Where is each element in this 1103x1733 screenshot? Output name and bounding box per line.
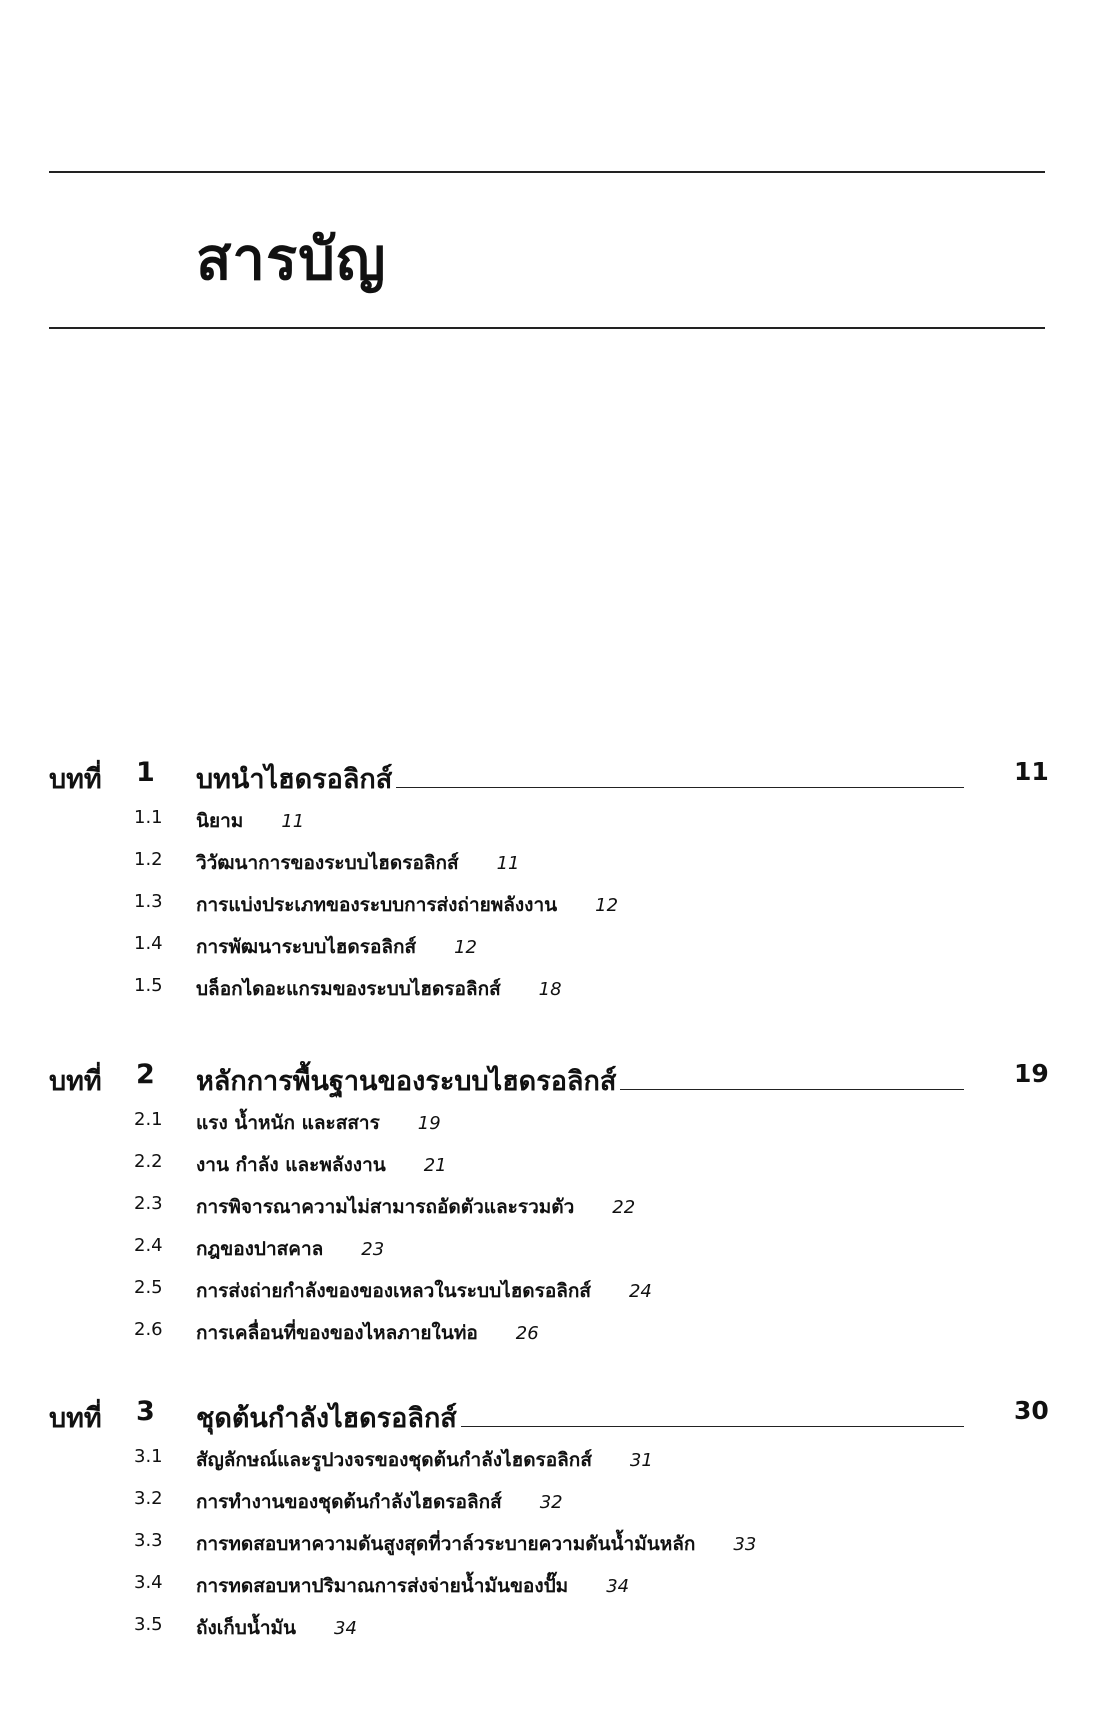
- section-number: 2.3: [134, 1193, 163, 1214]
- section-number: 1.3: [134, 891, 163, 912]
- chapter-title: บทนำไฮดรอลิกส์: [196, 757, 964, 800]
- toc-section: [0, 1440, 1103, 1482]
- chapter-heading: [0, 753, 1103, 801]
- chapter-page: 30: [1014, 1396, 1049, 1425]
- section-number: 2.5: [134, 1277, 163, 1298]
- section-page: 11: [281, 811, 305, 832]
- section-title: สัญลักษณ์และรูปวงจรของชุดต้นกำลังไฮดรอลิกส์ 31: [196, 1449, 653, 1471]
- section-number: 2.1: [134, 1109, 163, 1130]
- toc-section: [0, 843, 1103, 885]
- section-page: 11: [496, 853, 520, 874]
- section-title: การแบ่งประเภทของระบบการส่งถ่ายพลังงาน 12: [196, 894, 619, 916]
- dot-leader: [620, 1089, 964, 1090]
- chapter-number: 3: [136, 1396, 155, 1427]
- toc-section: [0, 1608, 1103, 1650]
- section-title: ถังเก็บน้ำมัน 34: [196, 1617, 357, 1639]
- section-title: กฎของปาสคาล 23: [196, 1238, 385, 1260]
- toc-section: [0, 927, 1103, 969]
- section-page: 34: [606, 1576, 630, 1597]
- chapter-2: [0, 1055, 1103, 1355]
- section-number: 3.1: [134, 1446, 163, 1467]
- section-page: 12: [454, 937, 478, 958]
- bottom-rule: [49, 327, 1045, 329]
- chapter-title: หลักการพื้นฐานของระบบไฮดรอลิกส์: [196, 1059, 964, 1102]
- top-rule: [49, 171, 1045, 173]
- section-number: 1.2: [134, 849, 163, 870]
- dot-leader: [396, 787, 964, 788]
- section-page: 18: [538, 979, 562, 1000]
- section-page: 31: [629, 1450, 653, 1471]
- toc-section: [0, 885, 1103, 927]
- section-title: การทดสอบหาความดันสูงสุดที่วาล์วระบายความดันน้ำมันหลัก 33: [196, 1533, 757, 1555]
- section-title: การพัฒนาระบบไฮดรอลิกส์ 12: [196, 936, 478, 958]
- chapter-label: บทที่: [49, 1403, 102, 1434]
- section-page: 32: [539, 1492, 563, 1513]
- toc-section: [0, 1229, 1103, 1271]
- section-number: 1.4: [134, 933, 163, 954]
- section-title: แรง น้ำหนัก และสสาร 19: [196, 1112, 441, 1134]
- section-number: 3.4: [134, 1572, 163, 1593]
- section-title: การเคลื่อนที่ของของไหลภายในท่อ 26: [196, 1322, 539, 1344]
- section-title: งาน กำลัง และพลังงาน 21: [196, 1154, 447, 1176]
- section-page: 34: [334, 1618, 357, 1639]
- chapter-title: ชุดต้นกำลังไฮดรอลิกส์: [196, 1396, 964, 1439]
- chapter-heading: [0, 1392, 1103, 1440]
- section-number: 2.2: [134, 1151, 163, 1172]
- page-title: สารบัญ: [196, 225, 387, 293]
- toc-section: [0, 801, 1103, 843]
- chapter-page: 19: [1014, 1059, 1049, 1088]
- section-number: 2.4: [134, 1235, 163, 1256]
- section-title: การทำงานของชุดต้นกำลังไฮดรอลิกส์ 32: [196, 1491, 563, 1513]
- toc-section: [0, 969, 1103, 1011]
- section-number: 2.6: [134, 1319, 163, 1340]
- toc-section: [0, 1482, 1103, 1524]
- dot-leader: [461, 1426, 964, 1427]
- section-page: 21: [423, 1155, 447, 1176]
- section-page: 23: [361, 1239, 385, 1260]
- section-title: วิวัฒนาการของระบบไฮดรอลิกส์ 11: [196, 852, 520, 874]
- toc-section: [0, 1271, 1103, 1313]
- section-page: 22: [612, 1197, 636, 1218]
- chapter-label: บทที่: [49, 764, 102, 795]
- section-title: การพิจารณาความไม่สามารถอัดตัวและรวมตัว 22: [196, 1196, 636, 1218]
- toc-section: [0, 1524, 1103, 1566]
- chapter-3: [0, 1392, 1103, 1650]
- toc-section: [0, 1566, 1103, 1608]
- toc-section: [0, 1313, 1103, 1355]
- section-number: 3.3: [134, 1530, 163, 1551]
- section-page: 24: [628, 1281, 652, 1302]
- section-title: การทดสอบหาปริมาณการส่งจ่ายน้ำมันของปั๊ม 34: [196, 1575, 630, 1597]
- section-page: 19: [417, 1113, 441, 1134]
- chapter-label: บทที่: [49, 1066, 102, 1097]
- section-title: นิยาม 11: [196, 810, 305, 832]
- section-page: 26: [515, 1323, 539, 1344]
- section-number: 1.5: [134, 975, 163, 996]
- section-title: บล็อกไดอะแกรมของระบบไฮดรอลิกส์ 18: [196, 978, 562, 1000]
- chapter-number: 1: [136, 757, 155, 788]
- toc-section: [0, 1103, 1103, 1145]
- section-number: 3.5: [134, 1614, 163, 1635]
- section-number: 3.2: [134, 1488, 163, 1509]
- toc-section: [0, 1187, 1103, 1229]
- chapter-number: 2: [136, 1059, 155, 1090]
- chapter-heading: [0, 1055, 1103, 1103]
- section-number: 1.1: [134, 807, 163, 828]
- chapter-page: 11: [1014, 757, 1049, 786]
- section-title: การส่งถ่ายกำลังของของเหลวในระบบไฮดรอลิกส์ 24: [196, 1280, 652, 1302]
- section-page: 33: [733, 1534, 757, 1555]
- section-page: 12: [595, 895, 619, 916]
- chapter-1: [0, 753, 1103, 1011]
- toc-section: [0, 1145, 1103, 1187]
